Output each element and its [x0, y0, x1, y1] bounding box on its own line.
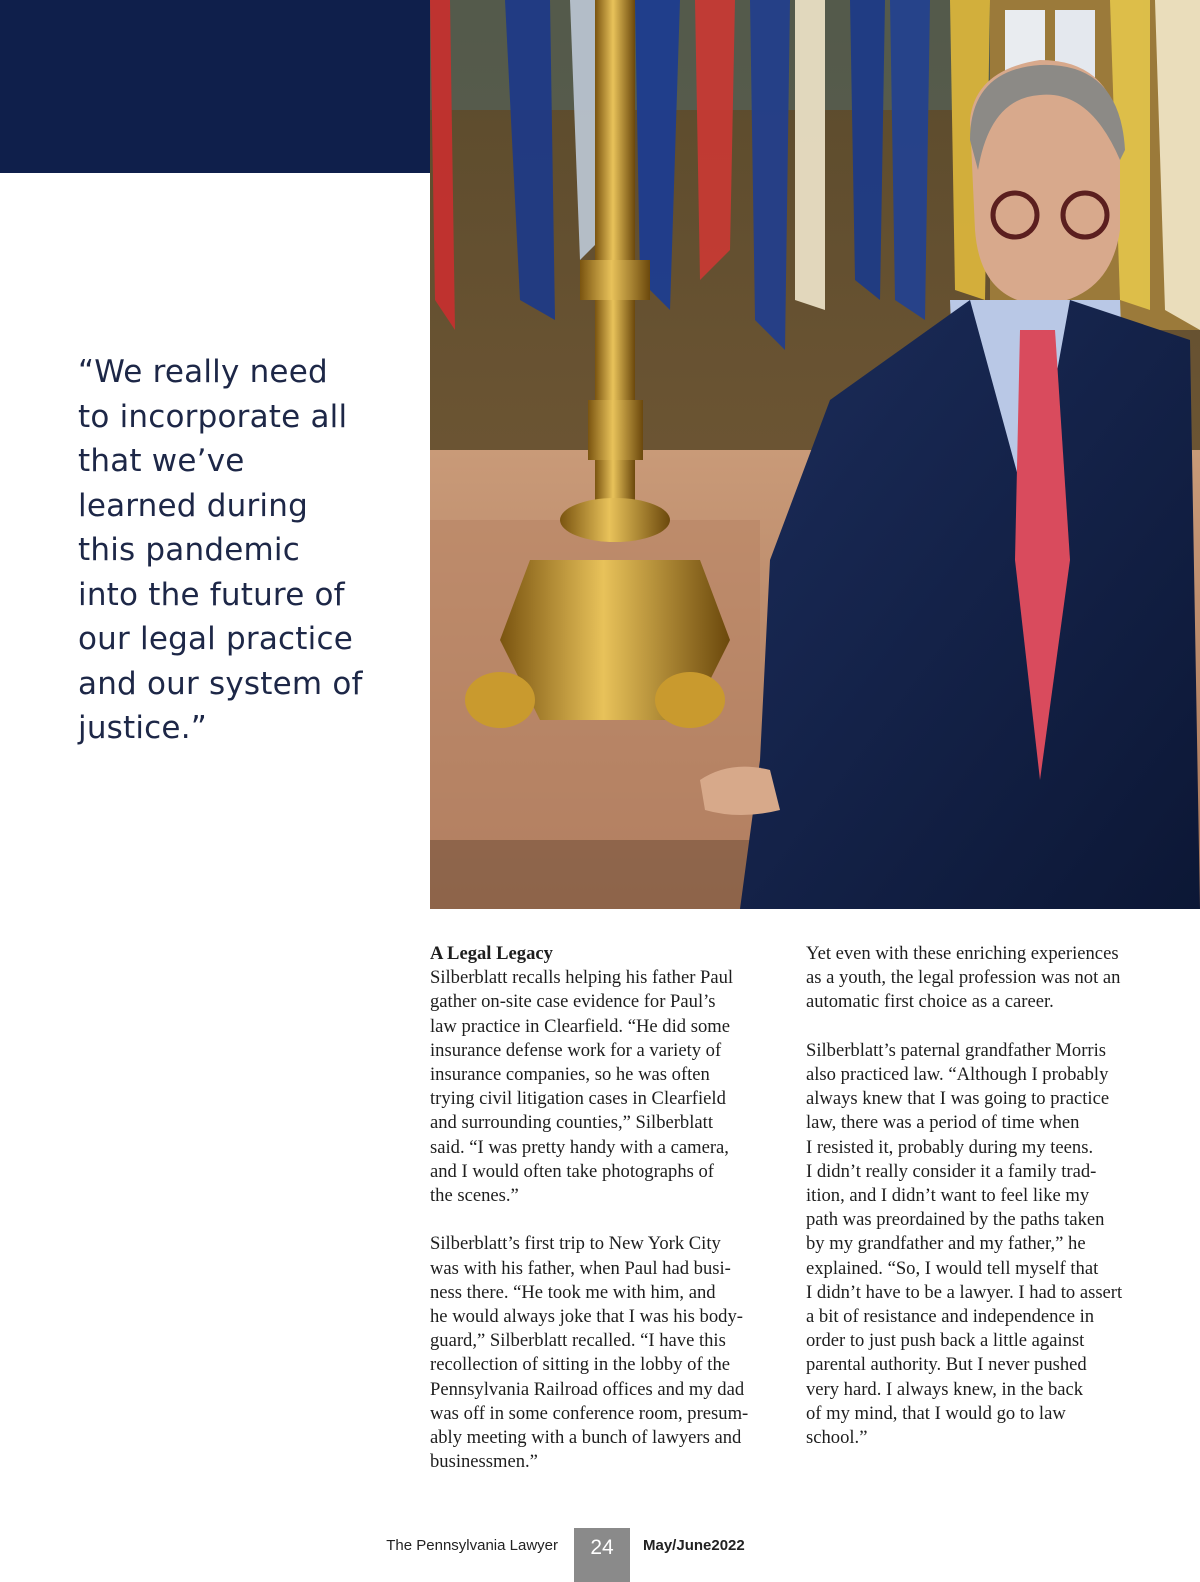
page-footer: [0, 1528, 1200, 1582]
body-line: Silberblatt’s first trip to New York City: [430, 1233, 721, 1255]
header-color-block: [0, 0, 430, 173]
body-line: law practice in Clearfield. “He did some: [430, 1015, 730, 1037]
body-line: a bit of resistance and independence in: [806, 1306, 1095, 1328]
paragraph-gap: [430, 1208, 775, 1232]
body-line: insurance defense work for a variety of: [430, 1039, 722, 1061]
body-line: ably meeting with a bunch of lawyers and: [430, 1427, 742, 1449]
body-line: school.”: [806, 1427, 868, 1449]
body-line: law, there was a period of time when: [806, 1112, 1080, 1134]
pull-quote-line: our legal practice: [78, 621, 353, 657]
body-line: I resisted it, probably during my teens.: [806, 1136, 1094, 1158]
body-line: of my mind, that I would go to law: [806, 1402, 1066, 1424]
article-column-left: [430, 942, 775, 1474]
body-line: as a youth, the legal profession was not an: [806, 967, 1121, 989]
body-line: by my grandfather and my father,” he: [806, 1233, 1086, 1255]
pull-quote-line: that we’ve: [78, 443, 245, 479]
body-line: and I would often take photographs of: [430, 1160, 714, 1182]
pull-quote-line: justice.”: [78, 710, 208, 746]
body-line: very hard. I always knew, in the back: [806, 1378, 1084, 1400]
body-line: was with his father, when Paul had busi-: [430, 1257, 731, 1279]
body-line: Yet even with these enriching experiences: [806, 943, 1119, 964]
body-line: I didn’t have to be a lawyer. I had to assert: [806, 1281, 1123, 1303]
body-line: insurance companies, so he was often: [430, 1064, 710, 1086]
pull-quote: [78, 350, 398, 751]
pull-quote-line: into the future of: [78, 576, 345, 613]
body-line: gather on-site case evidence for Paul’s: [430, 991, 716, 1013]
body-line: ness there. “He took me with him, and: [430, 1281, 716, 1303]
body-line: parental authority. But I never pushed: [806, 1354, 1087, 1376]
body-line: said. “I was pretty handy with a camera,: [430, 1136, 729, 1158]
page-number: 24: [574, 1528, 630, 1582]
body-line: ition, and I didn’t want to feel like my: [806, 1185, 1090, 1207]
body-line: also practiced law. “Although I probably: [806, 1064, 1109, 1085]
pull-quote-line: learned during: [78, 487, 308, 524]
pull-quote-line: this pandemic: [78, 532, 300, 568]
body-line: automatic first choice as a career.: [806, 991, 1054, 1013]
portrait-photo: [430, 0, 1200, 909]
body-line: Silberblatt recalls helping his father Paul: [430, 967, 734, 989]
body-line: Silberblatt’s paternal grandfather Morris: [806, 1039, 1106, 1061]
paragraph-gap: [806, 1015, 1151, 1039]
body-line: Pennsylvania Railroad offices and my dad: [430, 1378, 745, 1400]
body-line: order to just push back a little against: [806, 1330, 1085, 1352]
body-line: the scenes.”: [430, 1185, 519, 1207]
body-line: explained. “So, I would tell myself that: [806, 1257, 1099, 1279]
body-line: guard,” Silberblatt recalled. “I have this: [430, 1330, 726, 1352]
pull-quote-line: and our system of: [78, 665, 363, 702]
body-line: always knew that I was going to practice: [806, 1088, 1110, 1110]
body-line: recollection of sitting in the lobby of the: [430, 1354, 731, 1376]
section-heading: A Legal Legacy: [430, 943, 553, 964]
body-line: path was preordained by the paths taken: [806, 1209, 1105, 1231]
body-line: he would always joke that I was his body-: [430, 1306, 743, 1328]
magazine-title: The Pennsylvania Lawyer: [386, 1537, 558, 1554]
article-column-right: [806, 942, 1151, 1450]
pull-quote-line: to incorporate all: [78, 398, 348, 435]
issue-date: May/June2022: [643, 1537, 745, 1554]
body-line: and surrounding counties,” Silberblatt: [430, 1112, 713, 1134]
body-line: businessmen.”: [430, 1451, 538, 1473]
pull-quote-line: “We really need: [78, 354, 328, 390]
body-line: trying civil litigation cases in Clearfield: [430, 1088, 726, 1110]
body-line: was off in some conference room, presum-: [430, 1402, 749, 1424]
body-line: I didn’t really consider it a family trad-: [806, 1160, 1097, 1182]
